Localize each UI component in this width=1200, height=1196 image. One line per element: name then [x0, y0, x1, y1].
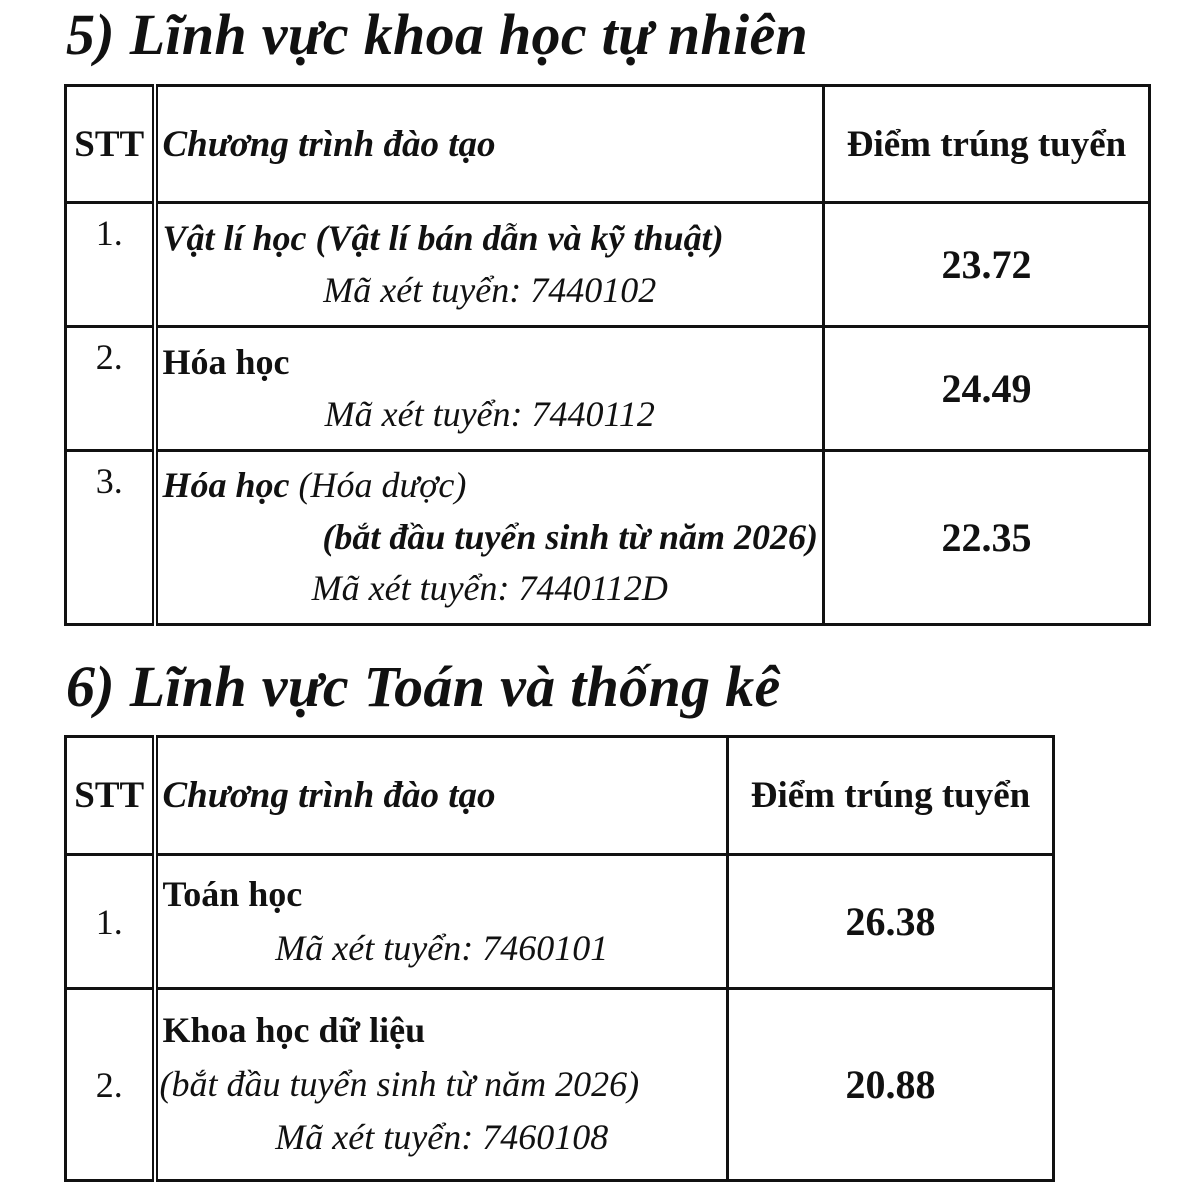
program-cell — [155, 989, 728, 1181]
program-title-line — [158, 464, 823, 505]
table-row — [66, 989, 1054, 1181]
stt-header: STT — [66, 86, 155, 203]
program-title: Toán học — [162, 873, 303, 914]
program-header: Chương trình đào tạo — [155, 86, 824, 203]
program-cell — [155, 451, 824, 625]
program-code: Mã xét tuyển: 7440112D — [311, 568, 668, 609]
row-stt: 2. — [66, 989, 155, 1181]
program-cell — [155, 327, 824, 451]
table-header-row — [66, 86, 1150, 203]
table-row — [66, 327, 1150, 451]
row-stt: 1. — [66, 203, 155, 327]
section-6-table — [64, 735, 1055, 1182]
program-note: (bắt đầu tuyển sinh từ năm 2026) — [159, 1063, 640, 1104]
section-6-heading: 6) Lĩnh vực Toán và thống kê — [66, 654, 781, 719]
program-code: Mã xét tuyển: 7460101 — [275, 927, 609, 968]
program-header: Chương trình đào tạo — [155, 737, 728, 855]
score-cell: 22.35 — [824, 451, 1150, 625]
program-title: Hóa học — [162, 341, 290, 382]
table-row — [66, 203, 1150, 327]
score-cell: 23.72 — [824, 203, 1150, 327]
score-cell: 20.88 — [728, 989, 1054, 1181]
program-cell — [155, 203, 824, 327]
row-stt: 2. — [66, 327, 155, 451]
score-cell: 24.49 — [824, 327, 1150, 451]
program-title: Hóa học — [162, 464, 290, 505]
score-header: Điểm trúng tuyển — [728, 737, 1054, 855]
program-title: Vật lí học (Vật lí bán dẫn và kỹ thuật) — [162, 217, 724, 258]
program-note: (bắt đầu tuyển sinh từ năm 2026) — [322, 516, 818, 557]
score-cell: 26.38 — [728, 855, 1054, 989]
score-header: Điểm trúng tuyển — [824, 86, 1150, 203]
table-row — [66, 855, 1054, 989]
row-stt: 3. — [66, 451, 155, 625]
section-5-heading: 5) Lĩnh vực khoa học tự nhiên — [66, 2, 809, 67]
program-code: Mã xét tuyển: 7460108 — [275, 1117, 609, 1158]
program-cell — [155, 855, 728, 989]
table-row — [66, 451, 1150, 625]
program-subtitle: (Hóa dược) — [298, 464, 467, 505]
program-code: Mã xét tuyển: 7440112 — [324, 393, 655, 434]
program-code: Mã xét tuyển: 7440102 — [323, 269, 657, 310]
row-stt: 1. — [66, 855, 155, 989]
section-5-table — [64, 84, 1151, 626]
stt-header: STT — [66, 737, 155, 855]
program-title: Khoa học dữ liệu — [162, 1009, 426, 1050]
table-header-row — [66, 737, 1054, 855]
